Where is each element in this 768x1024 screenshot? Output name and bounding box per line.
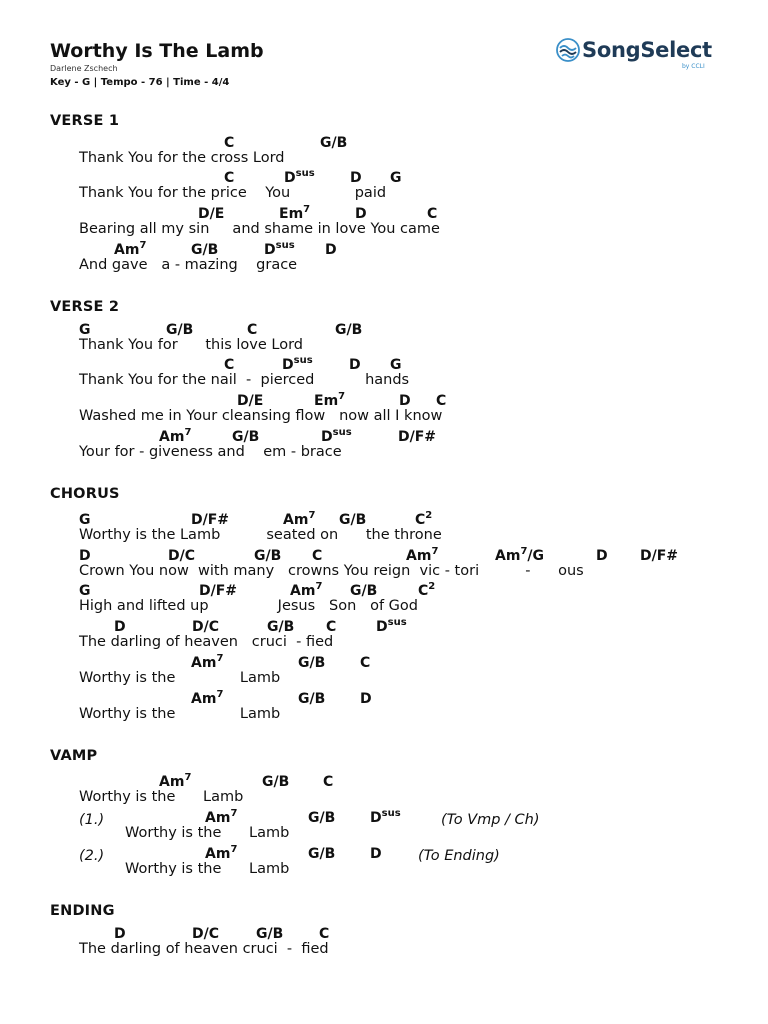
chord: C (436, 393, 447, 409)
chord: Am$^7$ (406, 546, 439, 564)
chord: G (390, 170, 402, 186)
chord: Am$^7$ (159, 427, 192, 445)
chord: $C^2$ (415, 510, 433, 528)
chord-extension: 7 (431, 546, 439, 557)
chord: D (349, 357, 361, 373)
lyric-line: Worthy is the Lamb (79, 670, 281, 686)
chord-extension: 7 (230, 844, 238, 855)
chord: Am$^7$ (191, 653, 224, 671)
lyric-line: Worthy is the Lamb seated on the throne (79, 527, 442, 543)
chord: C (319, 926, 330, 942)
chord: D/C (192, 926, 220, 942)
chord: Am$^7$ (114, 240, 147, 258)
lyric-line: Worthy is the Lamb (125, 825, 290, 841)
songselect-wave-icon (556, 38, 580, 62)
chord: Em$^7$ (279, 204, 311, 222)
chord: D/C (192, 619, 220, 635)
chord: D (355, 206, 367, 222)
chord-extension: 7 (216, 653, 224, 664)
chord: G/B (191, 242, 219, 258)
lyric-line: Thank You for the cross Lord (79, 150, 285, 166)
chord: G/B (298, 691, 326, 707)
direction-note: (To Vmp / Ch) (441, 812, 540, 828)
chord: G (79, 512, 91, 528)
chord: D (596, 548, 608, 564)
chord: D (114, 619, 126, 635)
chord: G (79, 583, 91, 599)
chord-extension: 7 (315, 581, 323, 592)
chord: Am$^7$ (205, 808, 238, 826)
chord: Am$^7$/G (495, 546, 545, 564)
chord: G/B (350, 583, 378, 599)
lyric-line: Washed me in Your cleansing flow now all I know (79, 408, 443, 424)
chord: D/F# (398, 429, 437, 445)
chord-extension: 7 (303, 204, 311, 215)
chord: D/F# (199, 583, 238, 599)
chord: G/B (267, 619, 295, 635)
chord: G (390, 357, 402, 373)
lyric-line: Worthy is the Lamb (79, 789, 244, 805)
lyric-line: Thank You for the price You paid (79, 185, 387, 201)
lyric-line: And gave a - mazing grace (79, 257, 298, 273)
chord: G/B (256, 926, 284, 942)
lyric-line: The darling of heaven cruci - fied (79, 634, 334, 650)
lyric-line: Bearing all my sin and shame in love You came (79, 221, 440, 237)
chord: D (350, 170, 362, 186)
direction-note: (To Ending) (418, 848, 500, 864)
chord-extension: 7 (184, 427, 192, 438)
chord: Am$^7$ (159, 772, 192, 790)
chord-extension: 7 (338, 391, 346, 402)
chord-extension: sus (293, 355, 313, 366)
chord: C (312, 548, 323, 564)
chord: C (247, 322, 258, 338)
chord: D (370, 846, 382, 862)
chord: $D^{sus}$ (282, 355, 313, 373)
song-meta: Key - G | Tempo - 76 | Time - 4/4 (50, 77, 230, 88)
chord: $D^{sus}$ (264, 240, 295, 258)
chord-extension: sus (295, 168, 315, 179)
song-title: Worthy Is The Lamb (50, 40, 264, 62)
chord: C (360, 655, 371, 671)
section-heading-chorus: CHORUS (50, 486, 120, 502)
chord-extension: 2 (428, 581, 436, 592)
repeat-marker: (2.) (79, 848, 105, 864)
chord: G/B (339, 512, 367, 528)
chord: G/B (320, 135, 348, 151)
chord: $C^2$ (418, 581, 436, 599)
lyric-line: Worthy is the Lamb (125, 861, 290, 877)
song-author: Darlene Zschech (50, 64, 118, 73)
chord: D/E (198, 206, 225, 222)
chord: $D^{sus}$ (370, 808, 401, 826)
chord: D/E (237, 393, 264, 409)
chord: C (224, 135, 235, 151)
lyric-line: Worthy is the Lamb (79, 706, 281, 722)
lyric-line: High and lifted up Jesus Son of God (79, 598, 418, 614)
chord: C (323, 774, 334, 790)
chord: D (325, 242, 337, 258)
chord: D/C (168, 548, 196, 564)
brand-name: SongSelect (582, 38, 712, 62)
chord: D (399, 393, 411, 409)
chord: G/B (298, 655, 326, 671)
chord-extension: 7 (520, 546, 528, 557)
chord: Am$^7$ (191, 689, 224, 707)
songselect-logo (556, 38, 726, 74)
chord-extension: sus (332, 427, 352, 438)
lyric-line: Thank You for this love Lord (79, 337, 304, 353)
chord: G/B (308, 846, 336, 862)
section-heading-verse1: VERSE 1 (50, 113, 120, 129)
chord-extension: 7 (216, 689, 224, 700)
chord: C (224, 357, 235, 373)
chord: Am$^7$ (283, 510, 316, 528)
chord-extension: sus (275, 240, 295, 251)
chord: G/B (335, 322, 363, 338)
chord: Am$^7$ (290, 581, 323, 599)
chord: D (360, 691, 372, 707)
chord-extension: 7 (308, 510, 316, 521)
chord: C (224, 170, 235, 186)
chord: $D^{sus}$ (376, 617, 407, 635)
chord: D (79, 548, 91, 564)
section-heading-vamp: VAMP (50, 748, 98, 764)
lyric-line: The darling of heaven cruci - fied (79, 941, 329, 957)
chord-extension: 7 (184, 772, 192, 783)
chord: G/B (254, 548, 282, 564)
lyric-line: Thank You for the nail - pierced hands (79, 372, 410, 388)
lyric-line: Crown You now with many crowns You reign vic - tori - ous (79, 563, 584, 579)
chord: G/B (166, 322, 194, 338)
chord: C (427, 206, 438, 222)
chord: C (326, 619, 337, 635)
chord: G (79, 322, 91, 338)
chord-extension: 7 (139, 240, 147, 251)
chord-extension: sus (387, 617, 407, 628)
chord: Am$^7$ (205, 844, 238, 862)
repeat-marker: (1.) (79, 812, 105, 828)
chord: D (114, 926, 126, 942)
brand-sub: by CCLI (682, 63, 705, 70)
section-heading-ending: ENDING (50, 903, 115, 919)
section-heading-verse2: VERSE 2 (50, 299, 120, 315)
chord: $D^{sus}$ (321, 427, 352, 445)
chord: G/B (232, 429, 260, 445)
chord: Em$^7$ (314, 391, 346, 409)
chord: G/B (262, 774, 290, 790)
chord: $D^{sus}$ (284, 168, 315, 186)
chord-extension: sus (381, 808, 401, 819)
chord-extension: 7 (230, 808, 238, 819)
chord: D/F# (191, 512, 230, 528)
lyric-line: Your for - giveness and em - brace (79, 444, 342, 460)
chord: G/B (308, 810, 336, 826)
chord: D/F# (640, 548, 679, 564)
chord-extension: 2 (425, 510, 433, 521)
